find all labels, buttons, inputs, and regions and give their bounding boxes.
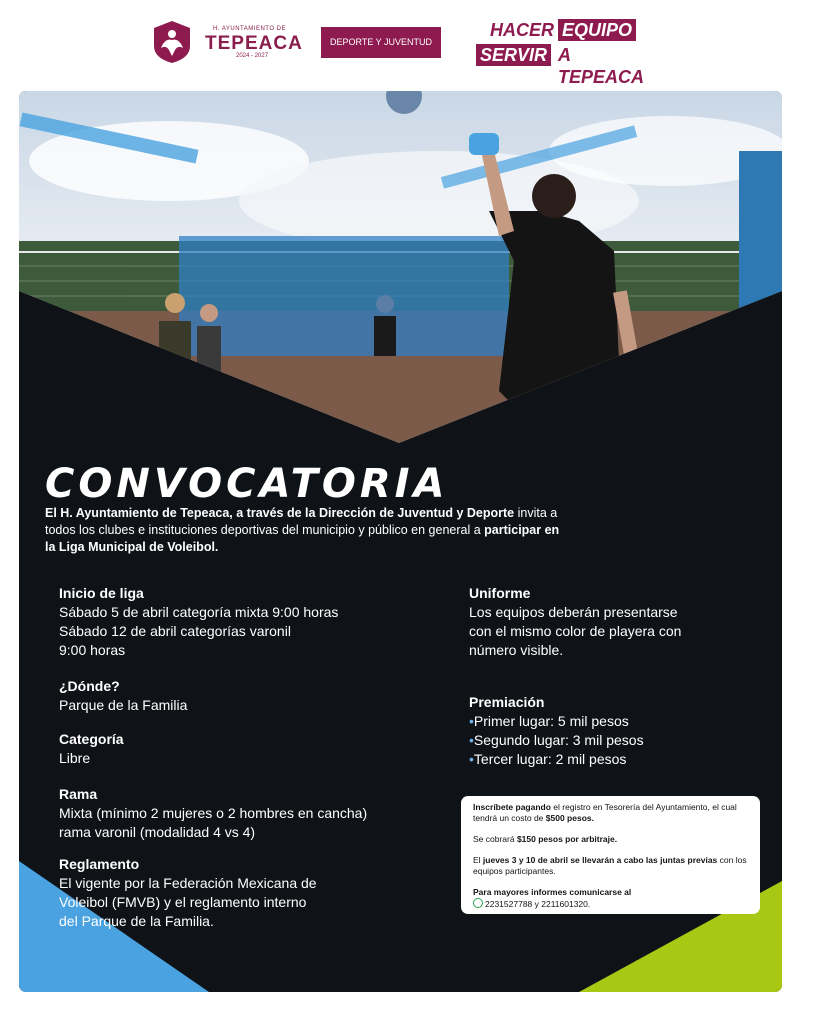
section-line: Sábado 5 de abril categoría mixta 9:00 horas — [59, 604, 339, 620]
section-line: Sábado 12 de abril categorías varonil — [59, 623, 291, 639]
info-text: Se cobrará — [473, 834, 517, 844]
section-line: con el mismo color de playera con — [469, 623, 682, 639]
info-bold: Para mayores informes comunicarse al — [473, 887, 632, 897]
section-heading: Categoría — [59, 731, 124, 747]
slogan — [476, 18, 656, 87]
department-badge: DEPORTE Y JUVENTUD — [321, 27, 441, 58]
info-bold: Inscríbete pagando — [473, 802, 551, 812]
info-text: con los equipos participantes. — [473, 855, 747, 876]
section-line: del Parque de la Familia. — [59, 913, 214, 929]
section-inicio — [59, 584, 439, 660]
prize-item: • Segundo lugar: 3 mil pesos — [469, 731, 759, 750]
info-contact — [473, 887, 753, 910]
info-bold: $150 pesos por arbitraje. — [516, 834, 618, 844]
section-reglamento — [59, 855, 439, 931]
section-rama — [59, 785, 449, 842]
slogan-word: A TEPEACA — [558, 45, 645, 87]
prize-item: • Primer lugar: 5 mil pesos — [469, 712, 759, 731]
whatsapp-icon — [473, 898, 483, 908]
section-heading: Inicio de liga — [59, 585, 144, 601]
administration-years: 2024 - 2027 — [236, 53, 269, 59]
section-categoria — [59, 730, 439, 768]
intro-bold: El H. Ayuntamiento de Tepeaca, a través de la Dirección de Juventud y Deporte — [45, 506, 515, 520]
section-uniforme — [469, 584, 759, 660]
section-heading: ¿Dónde? — [59, 678, 120, 694]
registration-info-box — [461, 796, 760, 914]
section-heading: Uniforme — [469, 585, 531, 601]
intro-bold: participar en la Liga Municipal de Voleibol. — [45, 523, 560, 554]
section-line: Parque de la Familia — [59, 697, 188, 713]
page-header — [0, 0, 819, 86]
section-line: Voleibol (FMVB) y el reglamento interno — [59, 894, 307, 910]
section-line: Libre — [59, 750, 91, 766]
section-heading: Rama — [59, 786, 98, 802]
section-line: número visible. — [469, 642, 564, 658]
section-heading: Reglamento — [59, 856, 140, 872]
government-label: H. AYUNTAMIENTO DE — [213, 26, 287, 32]
intro-text: invita a todos los clubes e instituciones deportivas del municipio y público en general a — [45, 506, 558, 537]
info-registration — [473, 802, 753, 824]
section-line: Mixta (mínimo 2 mujeres o 2 hombres en cancha) — [59, 805, 368, 821]
section-premiacion — [469, 693, 759, 769]
slogan-word: HACER — [490, 20, 555, 40]
info-bold: $500 pesos. — [545, 813, 594, 823]
info-bold: jueves 3 y 10 de abril se llevarán a cabo las juntas previas — [482, 855, 718, 865]
slogan-word: EQUIPO — [558, 19, 636, 41]
municipal-crest-icon — [151, 20, 193, 64]
contact-phones: 2231527788 y 2211601320. — [485, 899, 591, 909]
poster — [19, 91, 782, 992]
info-text: el registro en Tesorería del Ayuntamiento, el cual tendrá un costo de — [473, 802, 737, 823]
section-heading: Premiación — [469, 694, 545, 710]
section-line: El vigente por la Federación Mexicana de — [59, 875, 317, 891]
section-donde — [59, 677, 439, 715]
prize-item: • Tercer lugar: 2 mil pesos — [469, 750, 759, 769]
slogan-word: SERVIR — [476, 44, 551, 66]
info-meetings — [473, 855, 753, 877]
info-referee-fee — [473, 834, 753, 845]
intro-paragraph — [45, 505, 565, 556]
section-line: rama varonil (modalidad 4 vs 4) — [59, 824, 256, 840]
poster-title: CONVOCATORIA — [45, 461, 449, 507]
section-line: 9:00 horas — [59, 642, 126, 658]
city-name: TEPEACA — [205, 33, 303, 54]
section-line: Los equipos deberán presentarse — [469, 604, 678, 620]
info-text: El — [473, 855, 483, 865]
